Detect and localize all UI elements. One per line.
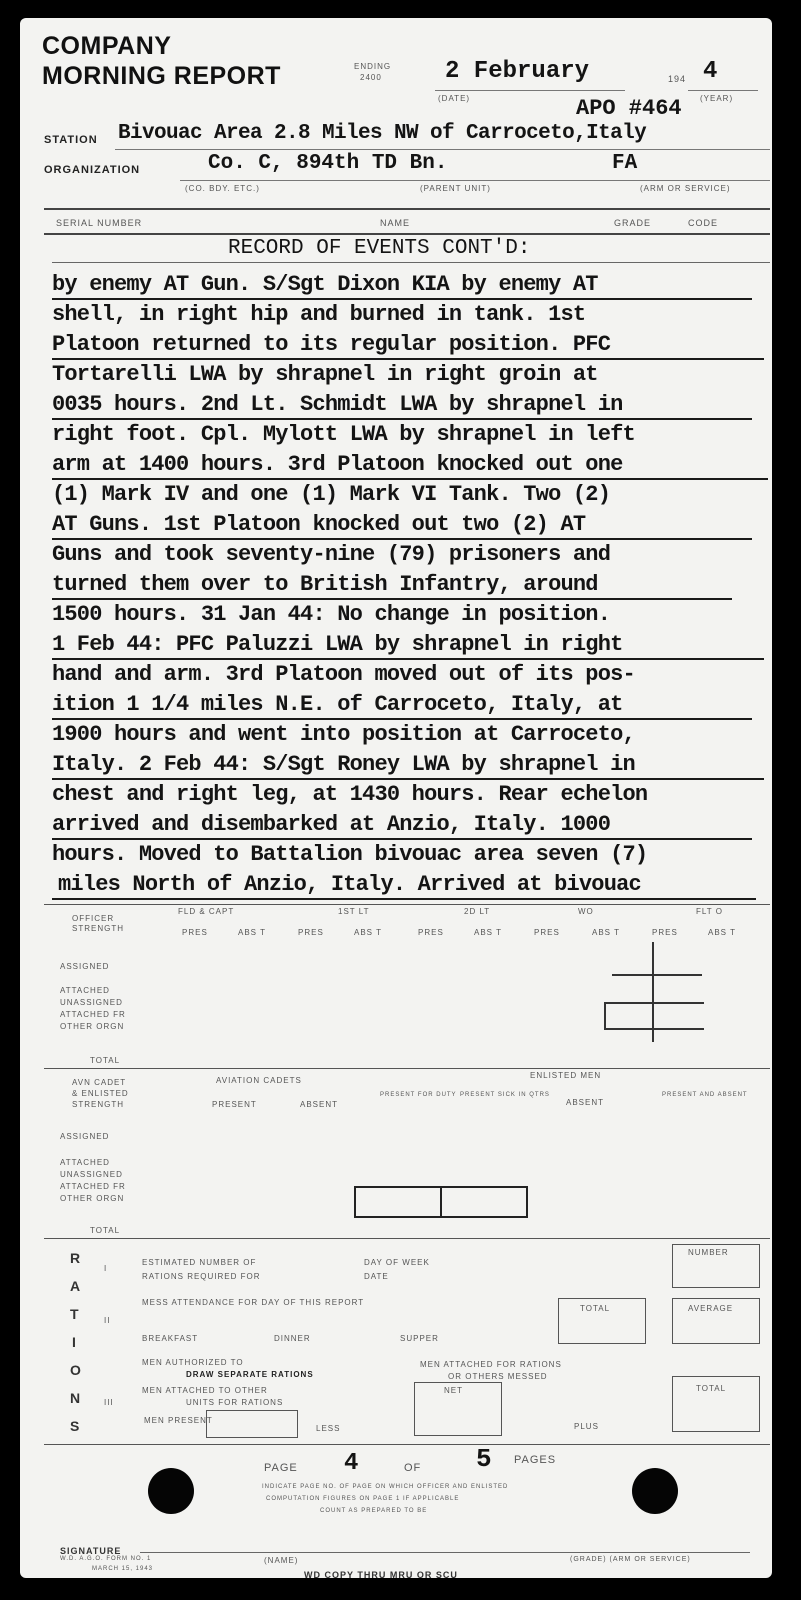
record-line-12: 1500 hours. 31 Jan 44: No change in position. [52, 602, 611, 627]
rations-roman-1: I [104, 1264, 108, 1273]
year-prefix: 194 [668, 74, 687, 84]
date-label: DATE [364, 1272, 389, 1281]
men-attached-label: MEN ATTACHED FOR RATIONS [420, 1360, 562, 1369]
rations-total-label: TOTAL [696, 1384, 727, 1393]
footer-note-1: INDICATE PAGE NO. OF PAGE ON WHICH OFFICER AND ENLISTED [262, 1484, 509, 1490]
ending-time: 2400 [360, 73, 382, 82]
officer-row-total: TOTAL [90, 1056, 121, 1065]
officer-group-flt-o: FLT O [696, 907, 723, 916]
form-number-2: MARCH 15, 1943 [92, 1566, 154, 1572]
officer-row-assigned: ASSIGNED [60, 962, 110, 971]
apo-number: APO #464 [576, 96, 682, 121]
binder-hole-left [148, 1468, 194, 1514]
org-caption-2: (PARENT UNIT) [420, 184, 491, 193]
men-attached-other-label: MEN ATTACHED TO OTHER [142, 1386, 268, 1395]
officer-subhead-2: ABS T [238, 928, 266, 937]
record-line-1: by enemy AT Gun. S/Sgt Dixon KIA by enemy AT [52, 272, 598, 297]
rations-letter-i: I [72, 1334, 76, 1350]
plus-label: PLUS [574, 1422, 599, 1431]
mess-total-label: TOTAL [580, 1304, 611, 1313]
record-line-17: Italy. 2 Feb 44: S/Sgt Roney LWA by shrapnel in [52, 752, 635, 777]
signature-label: SIGNATURE [60, 1546, 122, 1556]
year-value: 4 [703, 58, 718, 85]
officer-row-attached: ATTACHED [60, 986, 110, 995]
report-date: 2 February [445, 58, 590, 85]
less-label: LESS [316, 1424, 341, 1433]
officer-subhead-5: PRES [418, 928, 444, 937]
rations-roman-3: III [104, 1398, 114, 1407]
page-label: PAGE [264, 1462, 298, 1474]
enlisted-label-2: & ENLISTED [72, 1089, 129, 1098]
enlisted-row-attached: ATTACHED [60, 1158, 110, 1167]
total-box-1 [354, 1186, 442, 1218]
col-grade: GRADE [614, 218, 652, 228]
officer-row-other-orgn: OTHER ORGN [60, 1022, 125, 1031]
officer-strength-label-1: OFFICER [72, 914, 115, 923]
mess-average-label: AVERAGE [688, 1304, 734, 1313]
record-line-21: miles North of Anzio, Italy. Arrived at bivouac [58, 872, 641, 897]
officer-subhead-3: PRES [298, 928, 324, 937]
officer-group-2d-lt: 2D LT [464, 907, 491, 916]
enl-present-sick: PRESENT SICK IN QTRS [460, 1092, 550, 1098]
officer-subhead-1: PRES [182, 928, 208, 937]
col-name: NAME [380, 218, 411, 228]
net-label: NET [444, 1386, 463, 1395]
enlisted-label-3: STRENGTH [72, 1100, 124, 1109]
enlisted-row-unassigned: UNASSIGNED [60, 1170, 123, 1179]
record-line-15: ition 1 1/4 miles N.E. of Carroceto, Italy, at [52, 692, 623, 717]
form-title-line1: COMPANY [42, 32, 172, 60]
enlisted-row-assigned: ASSIGNED [60, 1132, 110, 1141]
date-caption: (DATE) [438, 94, 471, 103]
wd-copy-label: WD COPY THRU MRU OR SCU [304, 1570, 458, 1578]
form-title-line2: MORNING REPORT [42, 62, 281, 90]
avn-present: PRESENT [212, 1100, 257, 1109]
record-line-5: 0035 hours. 2nd Lt. Schmidt LWA by shrapnel in [52, 392, 623, 417]
name-caption: (NAME) [264, 1556, 299, 1565]
enlisted-men-header: ENLISTED MEN [530, 1071, 602, 1080]
enlisted-row-other-orgn: OTHER ORGN [60, 1194, 125, 1203]
officer-row-attached-fr: ATTACHED FR [60, 1010, 126, 1019]
record-line-4: Tortarelli LWA by shrapnel in right groin at [52, 362, 598, 387]
units-for-rations-label: UNITS FOR RATIONS [186, 1398, 284, 1407]
officer-subhead-7: PRES [534, 928, 560, 937]
officer-group-fld-capt: FLD & CAPT [178, 907, 235, 916]
col-code: CODE [688, 218, 719, 228]
enlisted-row-attached-fr: ATTACHED FR [60, 1182, 126, 1191]
col-serial-number: SERIAL NUMBER [56, 218, 143, 228]
officer-group-wo: WO [578, 907, 594, 916]
rations-required-label: RATIONS REQUIRED FOR [142, 1272, 261, 1281]
of-label: OF [404, 1462, 422, 1474]
rations-letter-r: R [70, 1250, 81, 1266]
record-line-14: hand and arm. 3rd Platoon moved out of its pos- [52, 662, 635, 687]
enl-absent: ABSENT [566, 1098, 605, 1107]
enlisted-label-1: AVN CADET [72, 1078, 127, 1087]
footer-note-3: COUNT AS PREPARED TO BE [320, 1508, 428, 1514]
breakfast-label: BREAKFAST [142, 1334, 199, 1343]
record-line-13: 1 Feb 44: PFC Paluzzi LWA by shrapnel in right [52, 632, 623, 657]
morning-report-form [20, 18, 772, 1578]
separate-rations-label: DRAW SEPARATE RATIONS [186, 1370, 314, 1379]
officer-group-1st-lt: 1ST LT [338, 907, 370, 916]
station-value: Bivouac Area 2.8 Miles NW of Carroceto,Italy [118, 122, 647, 145]
record-line-3: Platoon returned to its regular position. PFC [52, 332, 611, 357]
officer-row-unassigned: UNASSIGNED [60, 998, 123, 1007]
form-number-1: W.D. A.G.O. FORM NO. 1 [60, 1556, 152, 1562]
other-messed-label: OR OTHERS MESSED [448, 1372, 548, 1381]
pages-label: PAGES [514, 1454, 557, 1466]
rations-letter-t: T [70, 1306, 79, 1322]
officer-subhead-9: PRES [652, 928, 678, 937]
record-line-18: chest and right leg, at 1430 hours. Rear echelon [52, 782, 648, 807]
aviation-cadets-header: AVIATION CADETS [216, 1076, 302, 1085]
record-heading: RECORD OF EVENTS CONT'D: [228, 237, 531, 260]
organization-label: ORGANIZATION [44, 164, 141, 176]
footer-note-2: COMPUTATION FIGURES ON PAGE 1 IF APPLICABLE [266, 1496, 460, 1502]
day-of-week-label: DAY OF WEEK [364, 1258, 430, 1267]
enl-present-and-absent: PRESENT AND ABSENT [662, 1092, 748, 1098]
record-line-2: shell, in right hip and burned in tank. 1st [52, 302, 586, 327]
ending-label: ENDING [354, 62, 392, 71]
officer-subhead-10: ABS T [708, 928, 736, 937]
record-line-6: right foot. Cpl. Mylott LWA by shrapnel in left [52, 422, 635, 447]
rations-letter-o: O [70, 1362, 81, 1378]
page-number: 4 [344, 1450, 359, 1477]
mess-attendance-label: MESS ATTENDANCE FOR DAY OF THIS REPORT [142, 1298, 365, 1307]
record-line-16: 1900 hours and went into position at Carroceto, [52, 722, 635, 747]
officer-subhead-4: ABS T [354, 928, 382, 937]
record-line-8: (1) Mark IV and one (1) Mark VI Tank. Two (2) [52, 482, 611, 507]
men-present-box [206, 1410, 298, 1438]
station-label: STATION [44, 134, 98, 146]
officer-subhead-8: ABS T [592, 928, 620, 937]
organization-value: Co. C, 894th TD Bn. [208, 152, 448, 175]
record-line-9: AT Guns. 1st Platoon knocked out two (2) AT [52, 512, 586, 537]
grade-caption: (GRADE) (ARM OR SERVICE) [570, 1556, 691, 1563]
avn-absent: ABSENT [300, 1100, 339, 1109]
arm-value: FA [612, 152, 638, 175]
supper-label: SUPPER [400, 1334, 439, 1343]
binder-hole-right [632, 1468, 678, 1514]
number-label: NUMBER [688, 1248, 729, 1257]
total-box-2 [440, 1186, 528, 1218]
record-line-20: hours. Moved to Battalion bivouac area seven (7) [52, 842, 648, 867]
pages-total: 5 [476, 1444, 492, 1474]
record-line-7: arm at 1400 hours. 3rd Platoon knocked out one [52, 452, 623, 477]
enlisted-row-total: TOTAL [90, 1226, 121, 1235]
enl-present-duty: PRESENT FOR DUTY [380, 1092, 457, 1098]
rations-letter-a: A [70, 1278, 81, 1294]
org-caption-3: (ARM OR SERVICE) [640, 184, 731, 193]
record-line-11: turned them over to British Infantry, around [52, 572, 598, 597]
officer-subhead-6: ABS T [474, 928, 502, 937]
men-authorized-label: MEN AUTHORIZED TO [142, 1358, 244, 1367]
record-line-19: arrived and disembarked at Anzio, Italy. 1000 [52, 812, 611, 837]
rations-roman-2: II [104, 1316, 111, 1325]
rations-letter-s: S [70, 1418, 80, 1434]
record-line-10: Guns and took seventy-nine (79) prisoners and [52, 542, 611, 567]
dinner-label: DINNER [274, 1334, 311, 1343]
year-caption: (YEAR) [700, 94, 734, 103]
estimated-rations-label: ESTIMATED NUMBER OF [142, 1258, 257, 1267]
officer-strength-label-2: STRENGTH [72, 924, 124, 933]
men-present-label: MEN PRESENT [144, 1416, 213, 1425]
org-caption-1: (CO. BDY. ETC.) [185, 184, 260, 193]
rations-letter-n: N [70, 1390, 81, 1406]
